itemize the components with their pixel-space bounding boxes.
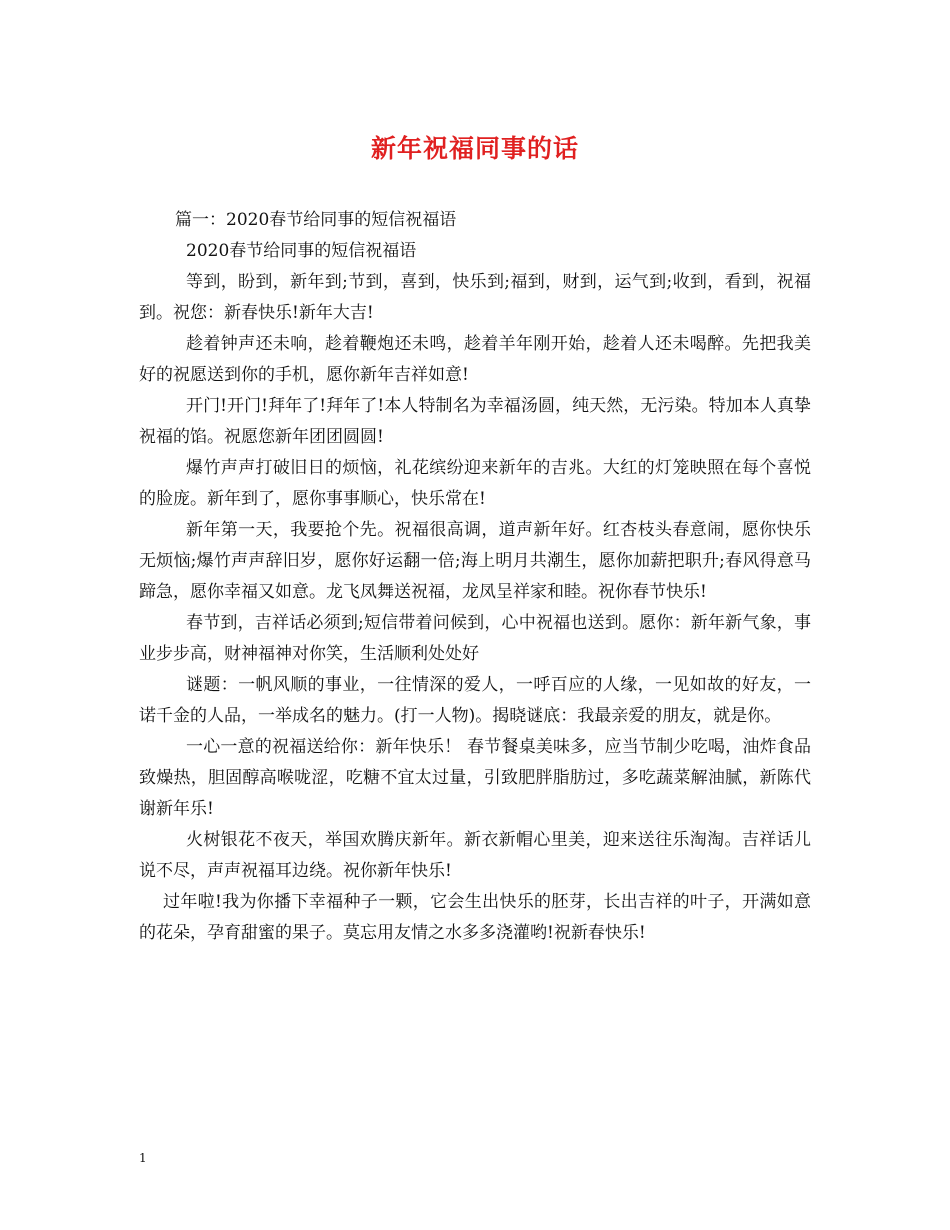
paragraph: 新年第一天，我要抢个先。祝福很高调，道声新年好。红杏枝头春意闹，愿你快乐无烦恼;爆竹声声辞旧岁，愿你好运翻一倍;海上明月共潮生，愿你加薪把职升;春风得意马蹄急，愿你幸福又如意。龙飞凤舞送祝福，龙凤呈祥家和睦。祝你春节快乐! — [139, 520, 811, 602]
paragraph: 趁着钟声还未响，趁着鞭炮还未鸣，趁着羊年刚开始，趁着人还未喝醉。先把我美好的祝愿送到你的手机，愿你新年吉祥如意! — [139, 334, 811, 385]
paragraph: 谜题：一帆风顺的事业，一往情深的爱人，一呼百应的人缘，一见如故的好友，一诺千金的人品，一举成名的魅力。(打一人物)。揭晓谜底：我最亲爱的朋友，就是你。 — [139, 675, 811, 726]
paragraph: 开门!开门!拜年了!拜年了!本人特制名为幸福汤圆，纯天然，无污染。特加本人真挚祝福的馅。祝愿您新年团团圆圆! — [139, 396, 811, 447]
paragraph: 春节到，吉祥话必须到;短信带着问候到，心中祝福也送到。愿你：新年新气象，事业步步高，财神福神对你笑，生活顺利处处好 — [139, 613, 811, 664]
paragraph: 火树银花不夜天，举国欢腾庆新年。新衣新帽心里美，迎来送往乐淘淘。吉祥话儿说不尽，声声祝福耳边绕。祝你新年快乐! — [139, 830, 811, 881]
document-title: 新年祝福同事的话 — [370, 134, 579, 163]
paragraph: 一心一意的祝福送给你：新年快乐！ 春节餐桌美味多，应当节制少吃喝，油炸食品致燥热，胆固醇高喉咙涩，吃糖不宜太过量，引致肥胖脂肪过，多吃蔬菜解油腻，新陈代谢新年乐! — [139, 737, 811, 819]
paragraph: 爆竹声声打破旧日的烦恼，礼花缤纷迎来新年的吉兆。大红的灯笼映照在每个喜悦的脸庞。新年到了，愿你事事顺心，快乐常在! — [139, 458, 811, 509]
paragraph: 过年啦!我为你播下幸福种子一颗，它会生出快乐的胚芽，长出吉祥的叶子，开满如意的花朵，孕育甜蜜的果子。莫忘用友情之水多多浇灌哟!祝新春快乐! — [139, 892, 811, 943]
section-heading: 篇一：2020春节给同事的短信祝福语 — [175, 210, 457, 230]
paragraph: 等到，盼到，新年到;节到，喜到，快乐到;福到，财到，运气到;收到，看到，祝福到。祝您：新春快乐!新年大吉! — [139, 272, 811, 323]
subheading: 2020春节给同事的短信祝福语 — [186, 241, 417, 261]
document-body — [139, 205, 811, 949]
page-number: 1 — [139, 1151, 147, 1165]
